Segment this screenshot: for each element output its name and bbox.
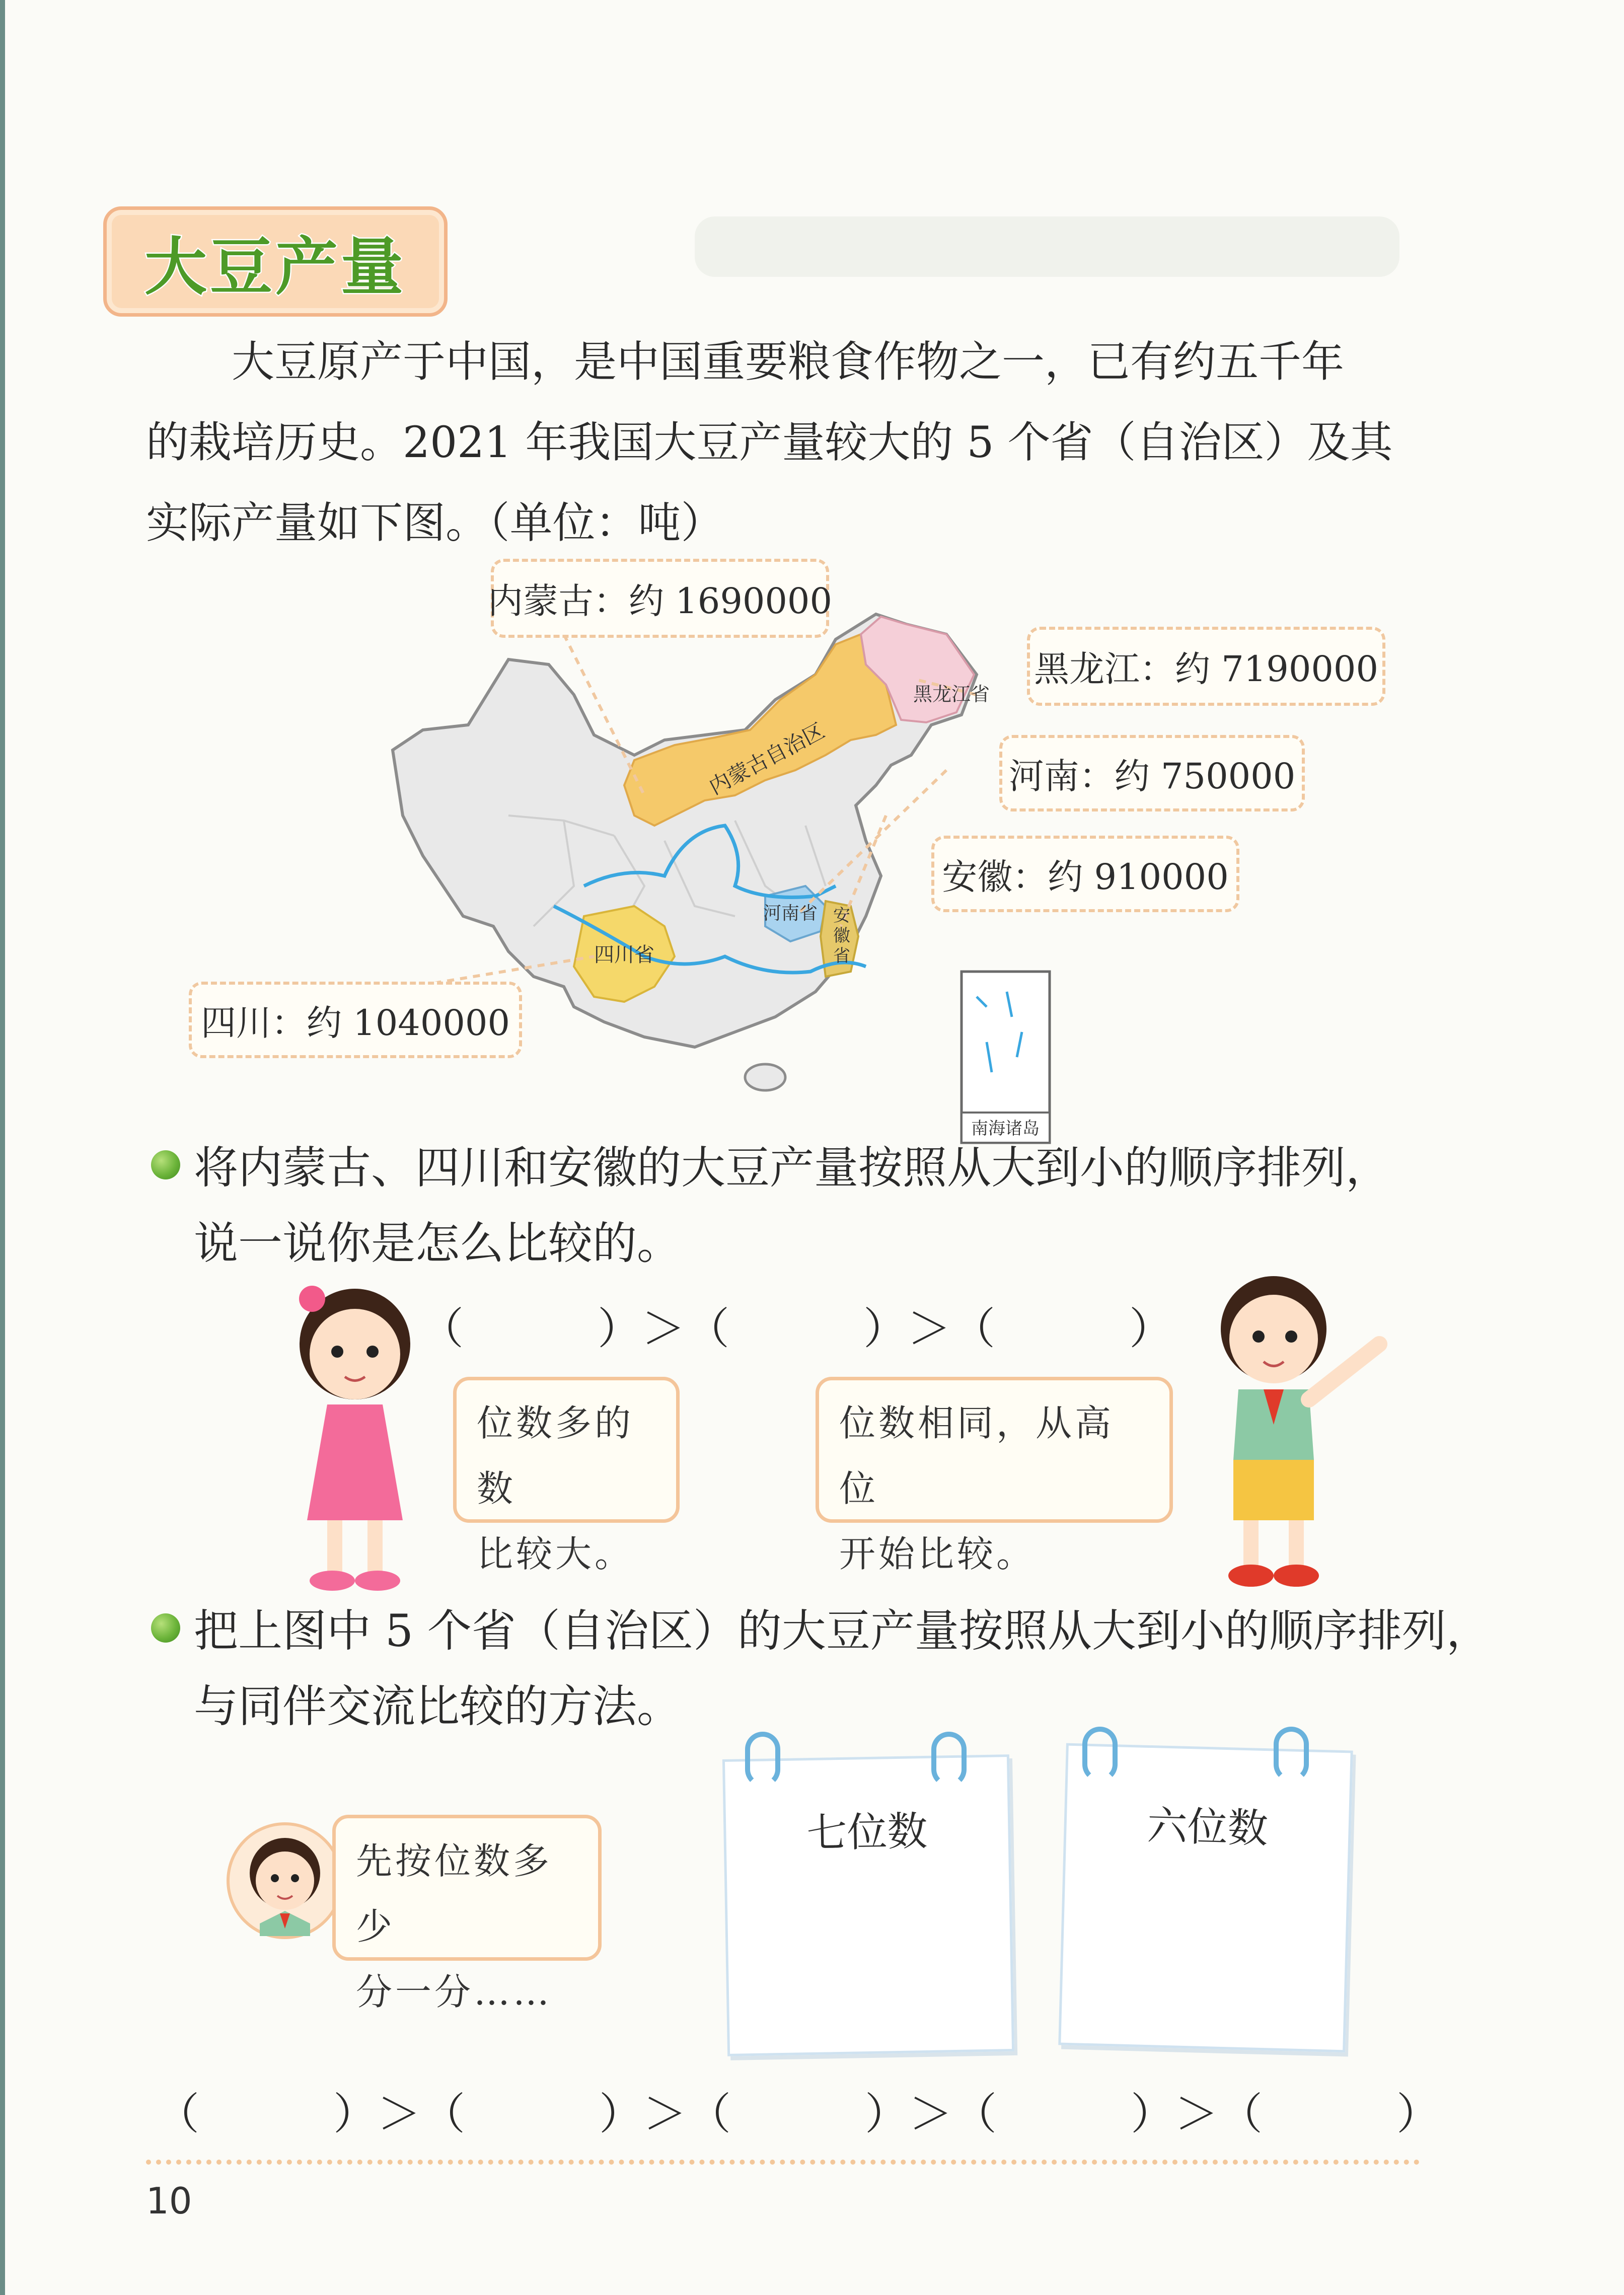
label-henan: 河南省 [763,903,818,924]
boy-bubble-line-1: 位数相同，从高位 [839,1402,1115,1510]
page-edge [0,0,5,2295]
girl-character [272,1279,433,1601]
six-digit-card-title: 六位数 [1146,1802,1269,1853]
hainan-island [745,1064,785,1090]
q2-line-2: 与同伴交流比较的方法。 [194,1680,682,1732]
section-title: 大豆产量 [144,231,406,304]
callout-anhui: 安徽：约 910000 [931,836,1239,912]
intro-line-3: 实际产量如下图。（单位：吨） [146,498,724,548]
bullet-icon [151,1613,180,1643]
intro-line-2: 的栽培历史。2021 年我国大豆产量较大的 5 个省（自治区）及其 [146,418,1393,468]
hint-speech-bubble [332,1815,602,2013]
title-shadow-band [695,216,1399,277]
label-heilongjiang: 黑龙江省 [913,683,990,705]
page-number: 10 [146,2180,192,2222]
callout-sichuan: 四川：约 1040000 [189,982,522,1058]
label-neimenggu: 内蒙古自治区 [705,718,829,799]
girl-speech-bubble [453,1377,680,1575]
q2-answer-row: （ ）＞（ ）＞（ ）＞（ ）＞（ ） [156,2089,1441,2139]
hint-boy-avatar [227,1822,343,1939]
boy-bubble-line-2: 开始比较。 [839,1533,1036,1575]
binder-ring-icon [745,1732,780,1787]
footer-divider [146,2160,1420,2165]
q1-line-1: 将内蒙古、四川和安徽的大豆产量按照从大到小的顺序排列， [194,1142,1390,1194]
boy-character [1178,1264,1389,1596]
binder-ring-icon [931,1732,967,1787]
south-sea-label: 南海诸岛 [971,1119,1040,1139]
seven-digit-card-title: 七位数 [806,1807,928,1857]
boy-face-icon [230,1825,340,1936]
intro-line-1: 大豆原产于中国，是中国重要粮食作物之一，已有约五千年 [232,337,1345,387]
bullet-icon [151,1150,180,1179]
intro-paragraph [146,322,1435,564]
q2-line-1: 把上图中 5 个省（自治区）的大豆产量按照从大到小的顺序排列， [194,1605,1491,1657]
binder-ring-icon [1082,1727,1118,1782]
girl-bubble-line-2: 比较大。 [477,1533,634,1575]
callout-henan: 河南：约 750000 [999,735,1305,811]
label-anhui-1: 安 [833,906,850,926]
binder-ring-icon [1274,1727,1309,1782]
seven-digit-card [722,1754,1014,2056]
callout-neimenggu: 内蒙古：约 1690000 [491,559,829,638]
label-sichuan: 四川省 [594,943,654,967]
hint-bubble-line-1: 先按位数多少 [356,1840,553,1948]
six-digit-card [1058,1743,1353,2053]
label-anhui-2: 徽 [833,926,850,946]
callout-heilongjiang: 黑龙江：约 7190000 [1027,627,1385,706]
boy-speech-bubble [816,1377,1173,1575]
hint-bubble-line-2: 分一分…… [356,1971,553,2013]
label-anhui-3: 省 [833,946,850,966]
q1-answer-row: （ ）＞（ ）＞（ ） [420,1304,1173,1354]
q1-line-2: 说一说你是怎么比较的。 [194,1217,682,1269]
girl-bubble-line-1: 位数多的数 [477,1402,634,1510]
